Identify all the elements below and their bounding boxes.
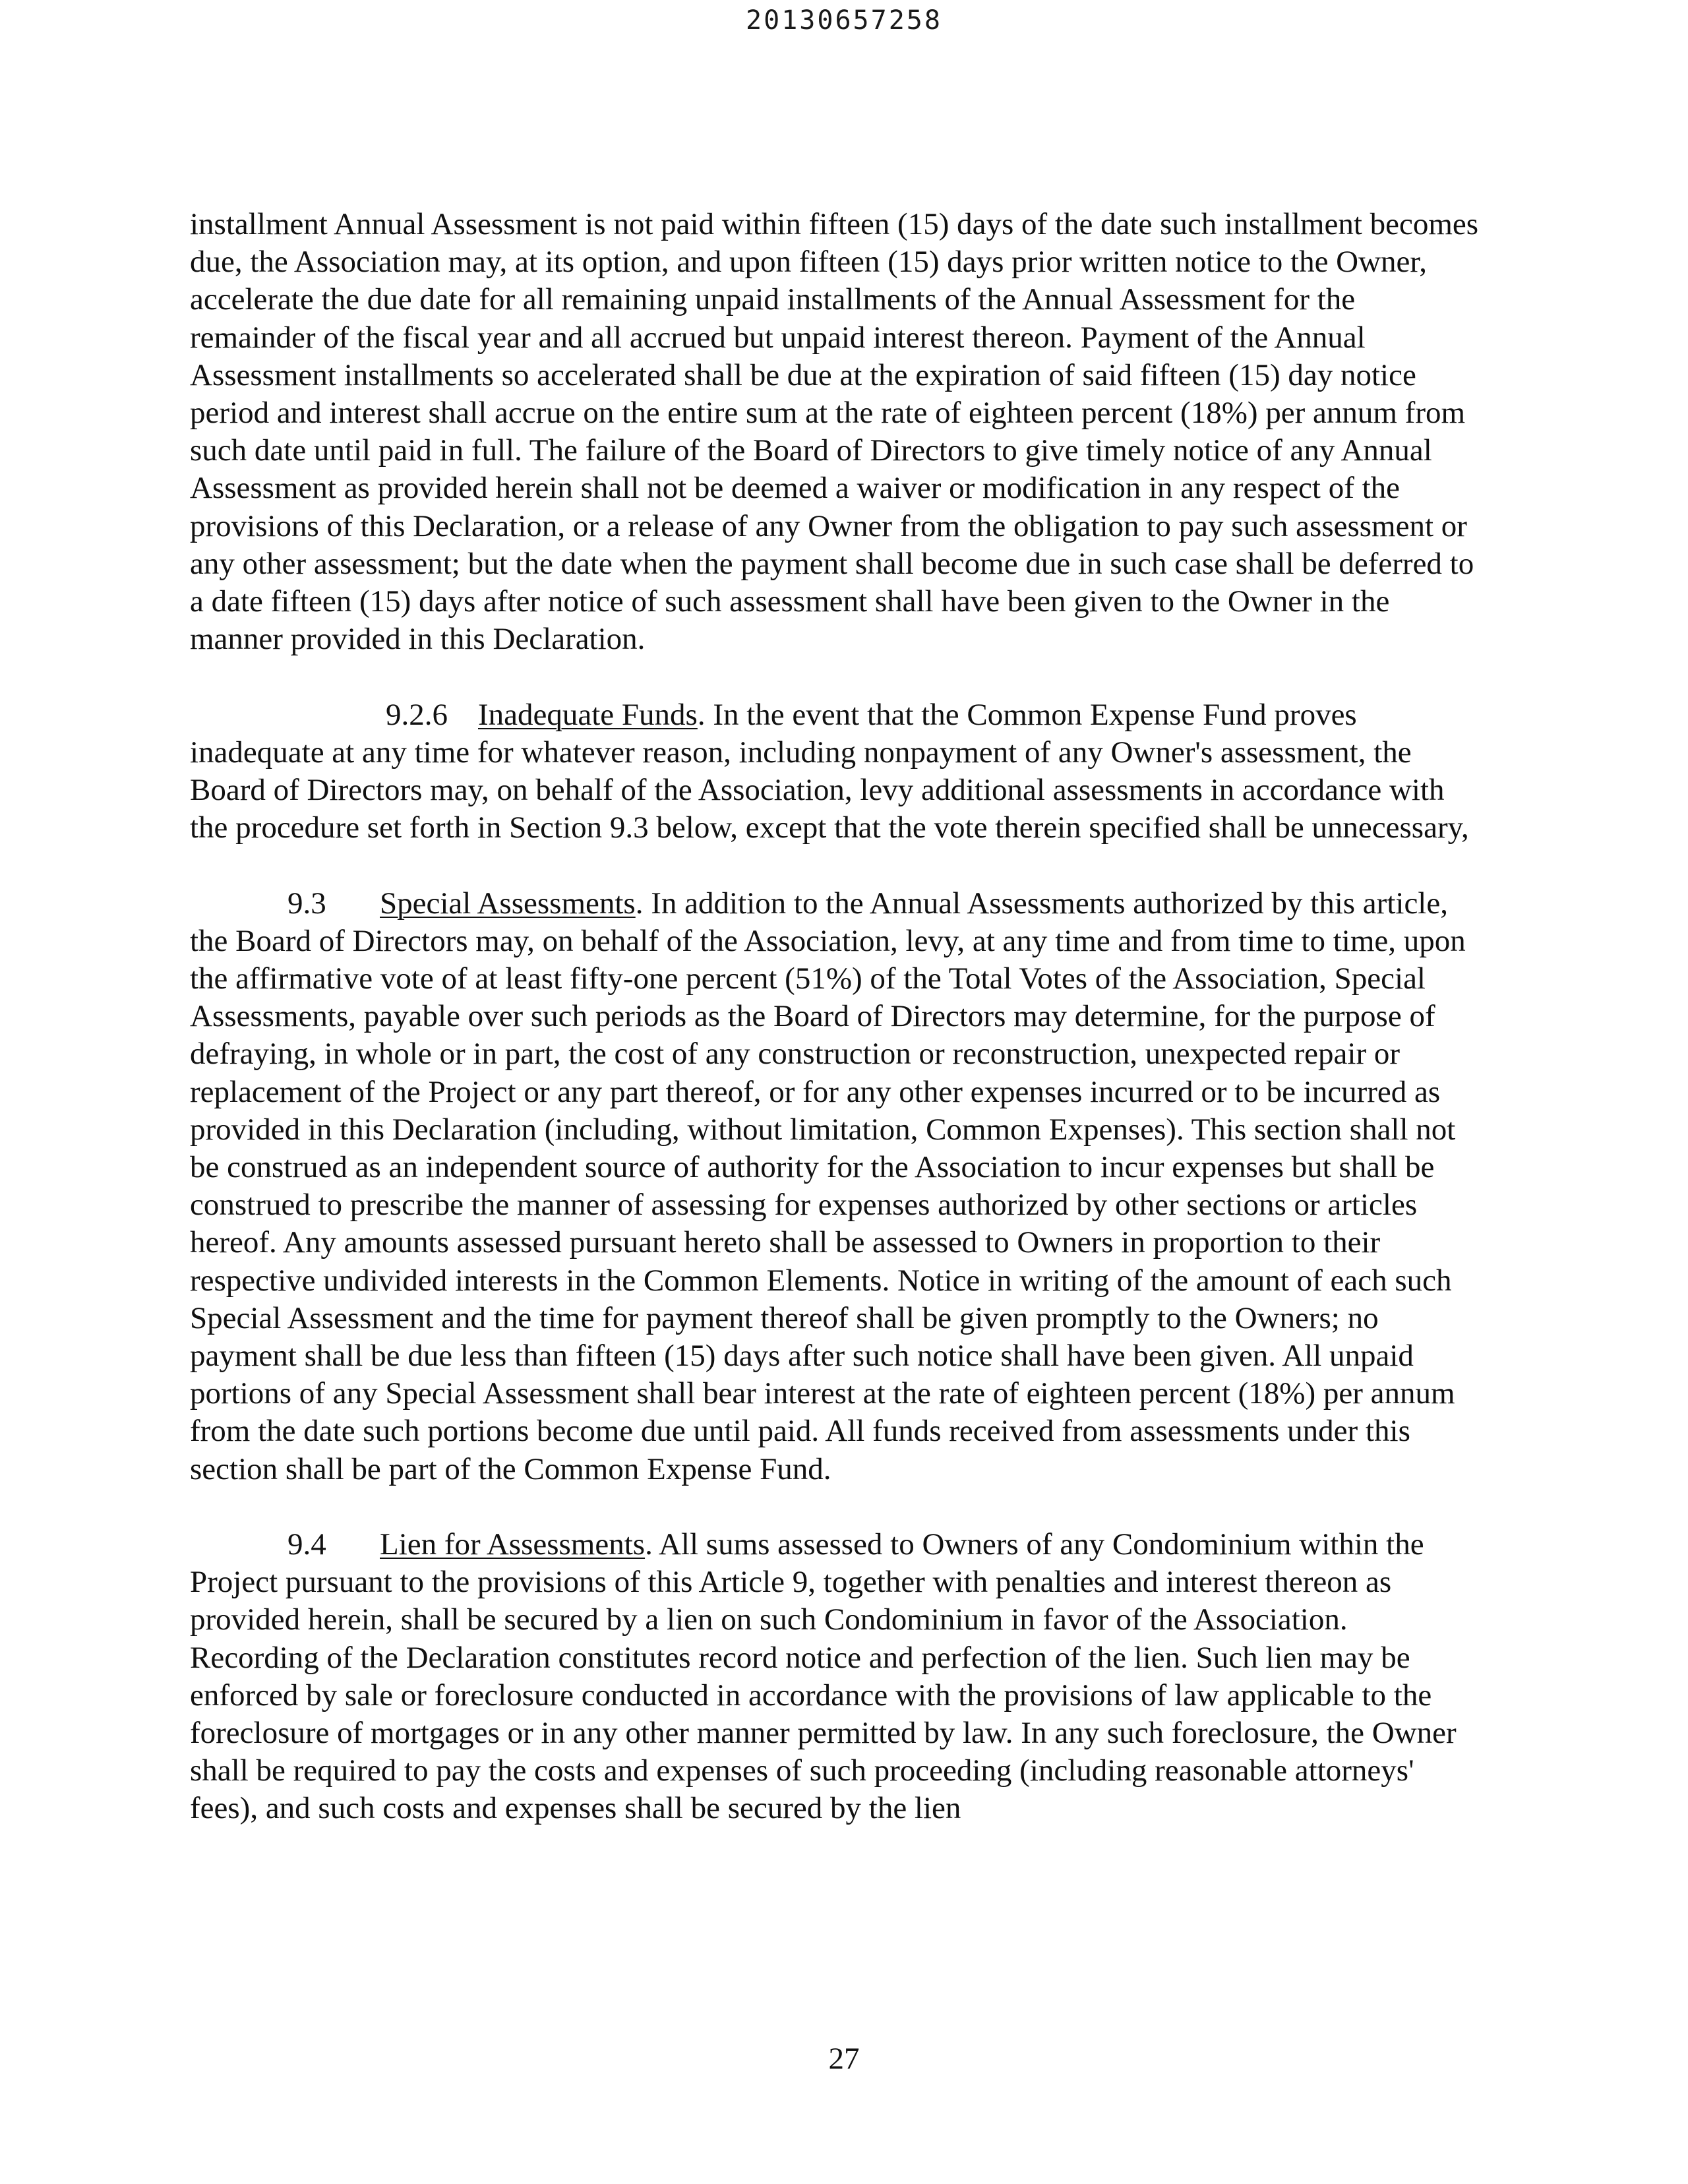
section-9-2-6 (190, 696, 1482, 847)
section-9-3 (190, 885, 1482, 1488)
section-text: . In addition to the Annual Assessments authorized by this article, the Board of Directors may, on behalf of the Association, levy, at any time and from time to time, upon the affirmative vote of at least fifty-one percent (51%) of the Total Votes of the Association, Special Assessments, payable over such periods as the Board of Directors may determine, for the purpose of defraying, in whole or in part, the cost of any construction or reconstruction, unexpected repair or replacement of the Project or any part thereof, or for any other expenses incurred or to be incurred as provided in this Declaration (including, without limitation, Common Expenses). This section shall not be construed as an independent source of authority for the Association to incur expenses but shall be construed to prescribe the manner of assessing for expenses authorized by other sections or articles hereof. Any amounts assessed pursuant hereto shall be assessed to Owners in proportion to their respective undivided interests in the Common Elements. Notice in writing of the amount of each such Special Assessment and the time for payment thereof shall be given promptly to the Owners; no payment shall be due less than fifteen (15) days after such notice shall have been given. All unpaid portions of any Special Assessment shall bear interest at the rate of eighteen percent (18%) per annum from the date such portions become due until paid. All funds received from assessments under this section shall be part of the Common Expense Fund. (190, 886, 1466, 1486)
section-heading: Inadequate Funds (478, 697, 698, 732)
document-body (190, 206, 1482, 1828)
paragraph-continued (190, 206, 1482, 658)
page-number: 27 (828, 2042, 860, 2076)
section-text: . In the event that the Common Expense Fund proves inadequate at any time for whatever reason, including nonpayment of any Owner's assessment, the Board of Directors may, on behalf of the Association, levy additional assessments in accordance with the procedure set forth in Section 9.3 below, except that the vote therein specified shall be unnecessary, (190, 697, 1469, 845)
section-9-4 (190, 1526, 1482, 1828)
section-heading: Special Assessments (380, 886, 636, 921)
section-number: 9.3 (287, 886, 326, 921)
section-heading: Lien for Assessments (380, 1527, 646, 1562)
document-number: 20130657258 (746, 5, 942, 36)
section-number: 9.2.6 (386, 697, 448, 732)
paragraph-text: installment Annual Assessment is not paid within fifteen (15) days of the date such installment becomes due, the Association may, at its option, and upon fifteen (15) days prior written notice to the Owner, accelerate the due date for all remaining unpaid installments of the Annual Assessment for the remainder of the fiscal year and all accrued but unpaid interest thereon. Payment of the Annual Assessment installments so accelerated shall be due at the expiration of said fifteen (15) day notice period and interest shall accrue on the entire sum at the rate of eighteen percent (18%) per annum from such date until paid in full. The failure of the Board of Directors to give timely notice of any Annual Assessment as provided herein shall not be deemed a waiver or modification in any respect of the provisions of this Declaration, or a release of any Owner from the obligation to pay such assessment or any other assessment; but the date when the payment shall become due in such case shall be deferred to a date fifteen (15) days after notice of such assessment shall have been given to the Owner in the manner provided in this Declaration. (190, 207, 1479, 657)
section-number: 9.4 (287, 1527, 326, 1562)
section-text: . All sums assessed to Owners of any Condominium within the Project pursuant to the provisions of this Article 9, together with penalties and interest thereon as provided herein, shall be secured by a lien on such Condominium in favor of the Association. Recording of the Declaration constitutes record notice and perfection of the lien. Such lien may be enforced by sale or foreclosure conducted in accordance with the provisions of law applicable to the foreclosure of mortgages or in any other manner permitted by law. In any such foreclosure, the Owner shall be required to pay the costs and expenses of such proceeding (including reasonable attorneys' fees), and such costs and expenses shall be secured by the lien (190, 1527, 1457, 1826)
